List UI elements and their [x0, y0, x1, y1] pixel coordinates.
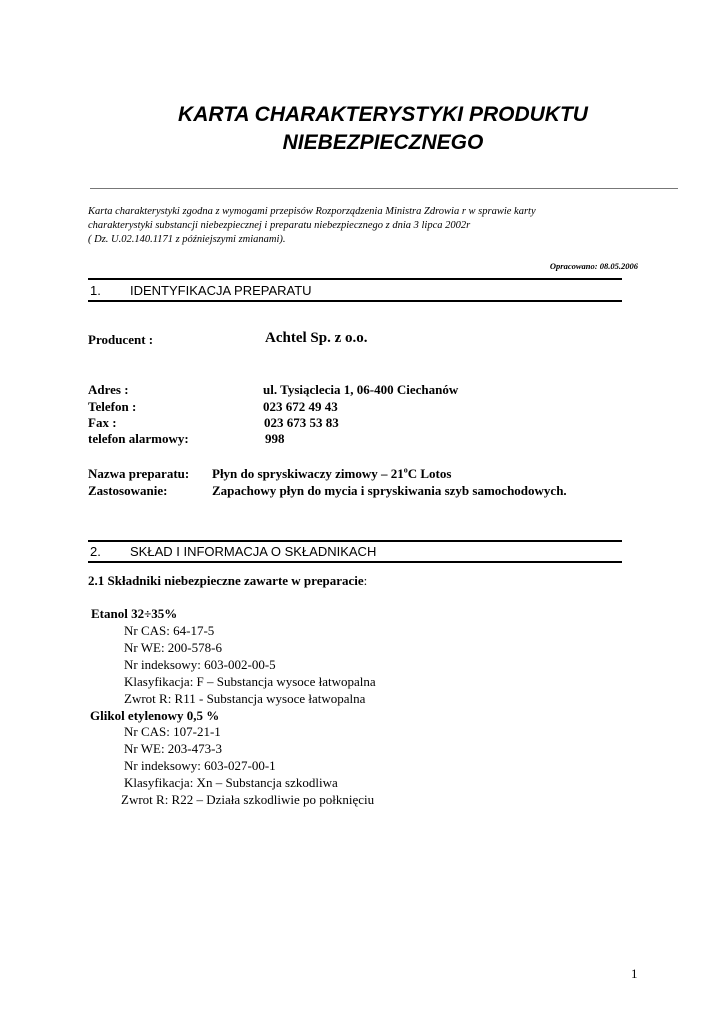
section2-heading: SKŁAD I INFORMACJA O SKŁADNIKACH — [130, 544, 377, 559]
fax-label: Fax : — [88, 415, 117, 430]
title-divider — [90, 188, 678, 189]
substance-classification: Klasyfikacja: Xn – Substancja szkodliwa — [124, 775, 338, 790]
use-value: Zapachowy płyn do mycia i spryskiwania szyb samochodowych. — [212, 483, 567, 498]
fax-value: 023 673 53 83 — [264, 415, 339, 430]
address-label: Adres : — [88, 382, 129, 397]
degree-sup: o — [403, 465, 408, 475]
product-name-value — [212, 466, 451, 482]
page-number: 1 — [631, 966, 638, 981]
substance-index: Nr indeksowy: 603-002-00-5 — [124, 657, 276, 672]
phone-value: 023 672 49 43 — [263, 399, 338, 414]
alarm-value: 998 — [265, 431, 285, 446]
producer-value: Achtel Sp. z o.o. — [265, 330, 368, 346]
subheading-text: 2.1 Składniki niebezpieczne zawarte w preparacie — [88, 573, 364, 588]
intro-line3: ( Dz. U.02.140.1171 z późniejszymi zmianami). — [88, 234, 286, 245]
phone-label: Telefon : — [88, 399, 137, 414]
document-title-line2: NIEBEZPIECZNEGO — [282, 131, 484, 154]
use-label: Zastosowanie: — [88, 483, 168, 498]
section2-header — [88, 542, 622, 562]
intro-line2: charakterystyki substancji niebezpiecznej i preparatu niebezpiecznego z dnia 3 lipca 2002r — [88, 220, 471, 231]
substance-we: Nr WE: 203-473-3 — [124, 741, 222, 756]
substance-cas: Nr CAS: 107-21-1 — [124, 724, 221, 739]
section2-bottom-rule — [88, 561, 622, 563]
substance-name: Glikol etylenowy 0,5 % — [90, 708, 220, 723]
section2-subheading — [88, 573, 367, 589]
alarm-label: telefon alarmowy: — [88, 431, 189, 446]
substance-r-phrase: Zwrot R: R11 - Substancja wysoce łatwopalna — [124, 691, 366, 706]
section1-bottom-rule — [88, 300, 622, 302]
product-name-text-a: Płyn do spryskiwaczy zimowy – 21 — [212, 466, 404, 481]
prepared-date: Opracowano: 08.05.2006 — [549, 261, 638, 271]
substance-we: Nr WE: 200-578-6 — [124, 640, 222, 655]
product-name-label: Nazwa preparatu: — [88, 466, 190, 481]
substance-name: Etanol 32÷35% — [91, 606, 178, 621]
address-value: ul. Tysiąclecia 1, 06-400 Ciechanów — [263, 382, 459, 397]
substance-classification: Klasyfikacja: F – Substancja wysoce łatwopalna — [124, 674, 376, 689]
document-title-line1: KARTA CHARAKTERYSTYKI PRODUKTU — [178, 103, 588, 126]
substance-cas: Nr CAS: 64-17-5 — [124, 623, 215, 638]
section1-top-rule — [88, 278, 622, 280]
product-name-text-b: C Lotos — [407, 466, 452, 481]
section1-header — [88, 281, 622, 301]
section1-number: 1. — [90, 283, 101, 298]
section1-heading: IDENTYFIKACJA PREPARATU — [130, 283, 312, 298]
producer-label: Producent : — [88, 332, 154, 347]
subheading-colon: : — [363, 573, 368, 588]
substance-index: Nr indeksowy: 603-027-00-1 — [124, 758, 276, 773]
intro-line1: Karta charakterystyki zgodna z wymogami przepisów Rozporządzenia Ministra Zdrowia r w sprawie karty — [88, 206, 536, 217]
section2-number: 2. — [90, 544, 101, 559]
substance-r-phrase: Zwrot R: R22 – Działa szkodliwie po połknięciu — [121, 792, 375, 807]
